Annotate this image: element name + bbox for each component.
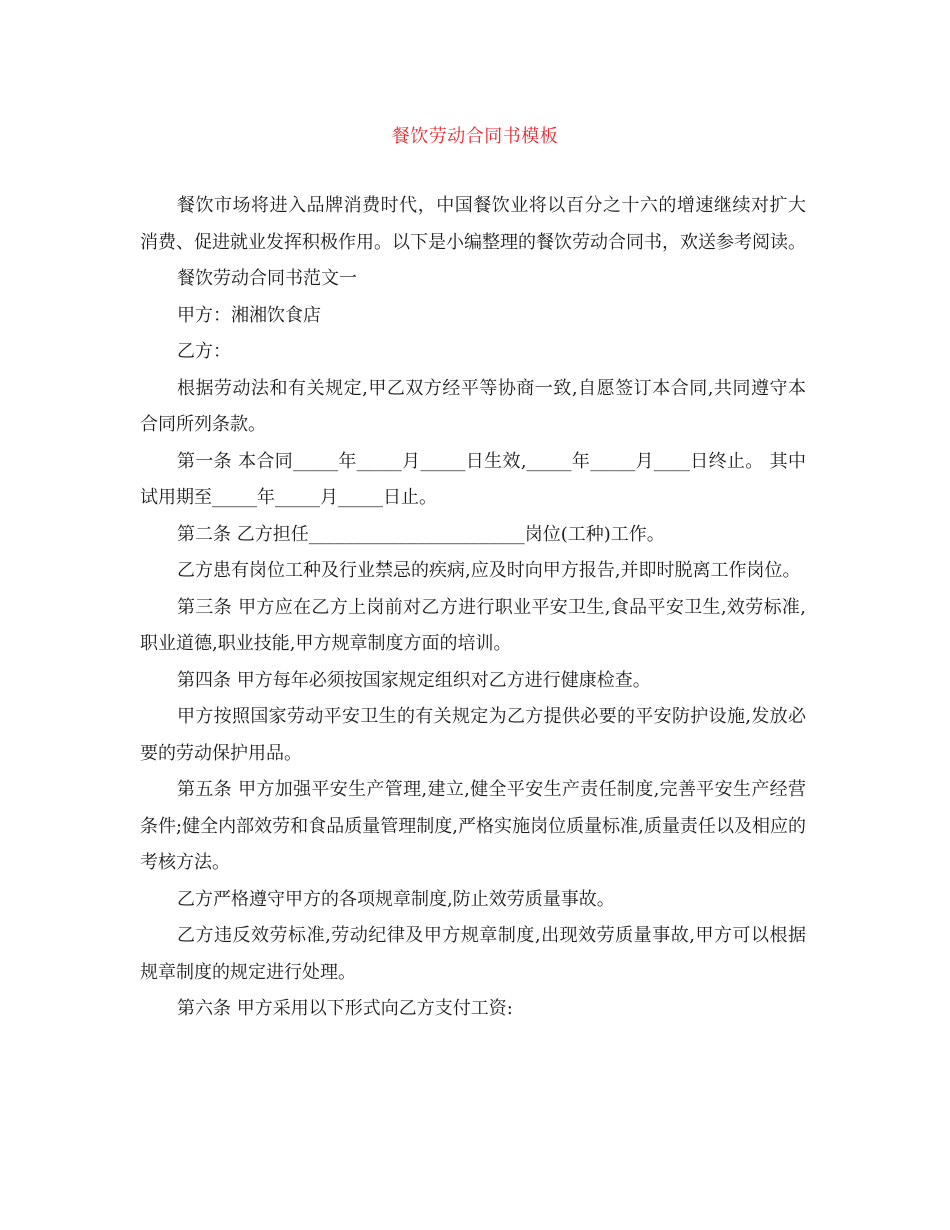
paragraph-article-3: 第三条 甲方应在乙方上岗前对乙方进行职业平安卫生,食品平安卫生,效劳标准,职业道德,职业技能,甲方规章制度方面的培训。: [140, 596, 806, 654]
paragraph-basis: 根据劳动法和有关规定,甲乙双方经平等协商一致,自愿签订本合同,共同遵守本合同所列条款。: [140, 377, 806, 435]
paragraph-party-a: 甲方：湘湘饮食店: [177, 304, 321, 326]
paragraph-article-1: 第一条 本合同_____年_____月_____日生效,_____年_____月____日终止。 其中试用期至_____年_____月_____日止。: [140, 450, 806, 508]
paragraph-sample-heading: 餐饮劳动合同书范文一: [177, 268, 357, 289]
paragraph-article-2: 第二条 乙方担任________________________岗位(工种)工作。: [177, 523, 665, 545]
paragraph-article-6: 第六条 甲方采用以下形式向乙方支付工资:: [177, 998, 513, 1019]
paragraph-article-4-note: 甲方按照国家劳动平安卫生的有关规定为乙方提供必要的平安防护设施,发放必要的劳动保护用品。: [140, 706, 806, 764]
document-title: 餐饮劳动合同书模板: [391, 126, 559, 147]
paragraph-article-4: 第四条 甲方每年必须按国家规定组织对乙方进行健康检查。: [177, 669, 651, 691]
paragraph-article-5-note-2: 乙方违反效劳标准,劳动纪律及甲方规章制度,出现效劳质量事故,甲方可以根据规章制度的规定进行处理。: [140, 925, 806, 983]
paragraph-party-b: 乙方：: [177, 341, 231, 362]
paragraph-article-2-note: 乙方患有岗位工种及行业禁忌的疾病,应及时向甲方报告,并即时脱离工作岗位。: [177, 560, 801, 581]
paragraph-article-5-note-1: 乙方严格遵守甲方的各项规章制度,防止效劳质量事故。: [177, 888, 615, 910]
paragraph-article-5: 第五条 甲方加强平安生产管理,建立,健全平安生产责任制度,完善平安生产经营条件;健全内部效劳和食品质量管理制度,严格实施岗位质量标准,质量责任以及相应的考核方法。: [140, 779, 806, 873]
document-body: [140, 188, 806, 1028]
paragraph-intro: 餐饮市场将进入品牌消费时代，中国餐饮业将以百分之十六的增速继续对扩大消费、促进就业发挥积极作用。以下是小编整理的餐饮劳动合同书，欢送参考阅读。: [140, 195, 806, 253]
